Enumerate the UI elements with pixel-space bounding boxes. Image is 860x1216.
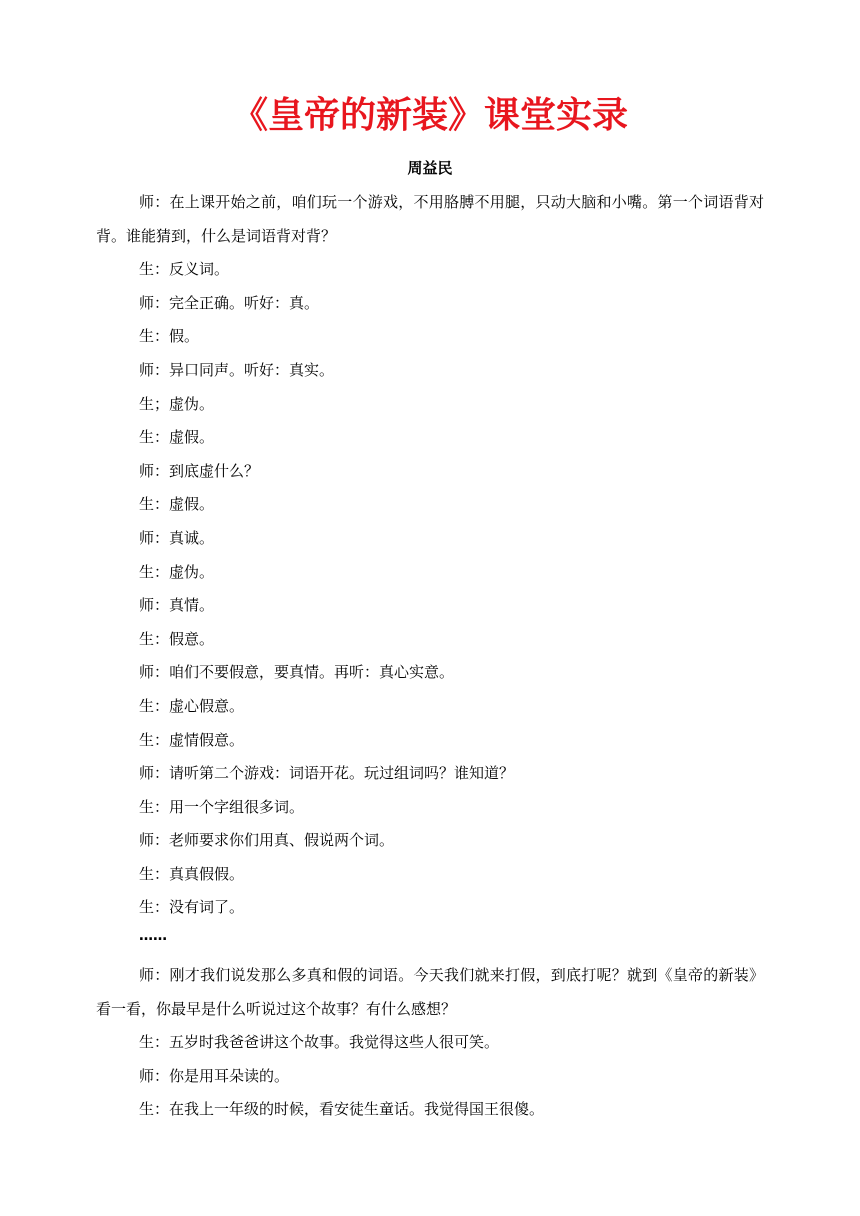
dialogue-paragraph: 师：咱们不要假意，要真情。再听：真心实意。: [139, 663, 455, 682]
document-title: 《皇帝的新装》课堂实录: [231, 95, 628, 136]
dialogue-paragraph: 生：假。: [139, 327, 200, 346]
document-body: [96, 186, 764, 1127]
dialogue-paragraph: 师：老师要求你们用真、假说两个词。: [139, 831, 395, 850]
dialogue-paragraph: 生：虚伪。: [139, 562, 215, 581]
dialogue-paragraph: 师：真情。: [139, 596, 215, 615]
dialogue-paragraph: 生：五岁时我爸爸讲这个故事。我觉得这些人很可笑。: [139, 1033, 500, 1052]
dialogue-paragraph: 生：没有词了。: [139, 898, 245, 917]
dialogue-paragraph: 师：完全正确。听好：真。: [139, 293, 320, 312]
dialogue-paragraph: 师：在上课开始之前，咱们玩一个游戏，不用胳膊不用腿，只动大脑和小嘴。第一个词语背对背。谁能猜到，什么是词语背对背？: [96, 193, 764, 245]
dialogue-paragraph: 师：刚才我们说发那么多真和假的词语。今天我们就来打假，到底打呢？就到《皇帝的新装》看一看，你最早是什么听说过这个故事？有什么感想？: [96, 966, 764, 1018]
dialogue-paragraph: 师：真诚。: [139, 528, 215, 547]
dialogue-paragraph: 生：在我上一年级的时候，看安徒生童话。我觉得国王很傻。: [139, 1100, 545, 1119]
dialogue-paragraph: 生：虚情假意。: [139, 730, 245, 749]
ellipsis-marker: ……: [139, 928, 167, 945]
dialogue-paragraph: 生：假意。: [139, 629, 215, 648]
dialogue-paragraph: 师：异口同声。听好：真实。: [139, 360, 335, 379]
dialogue-paragraph: 生；虚伪。: [139, 394, 215, 413]
dialogue-paragraph: 生：虚心假意。: [139, 696, 245, 715]
dialogue-paragraph: 生：虚假。: [139, 495, 215, 514]
dialogue-paragraph: 生：用一个字组很多词。: [139, 797, 305, 816]
dialogue-paragraph: 生：虚假。: [139, 428, 215, 447]
dialogue-paragraph: 生：真真假假。: [139, 864, 245, 883]
dialogue-paragraph: 师：你是用耳朵读的。: [139, 1066, 290, 1085]
dialogue-paragraph: 师：到底虚什么？: [139, 461, 260, 480]
dialogue-paragraph: 师：请听第二个游戏：词语开花。玩过组词吗？谁知道？: [139, 764, 515, 783]
document-author: 周益民: [407, 159, 453, 177]
dialogue-paragraph: 生：反义词。: [139, 260, 230, 279]
